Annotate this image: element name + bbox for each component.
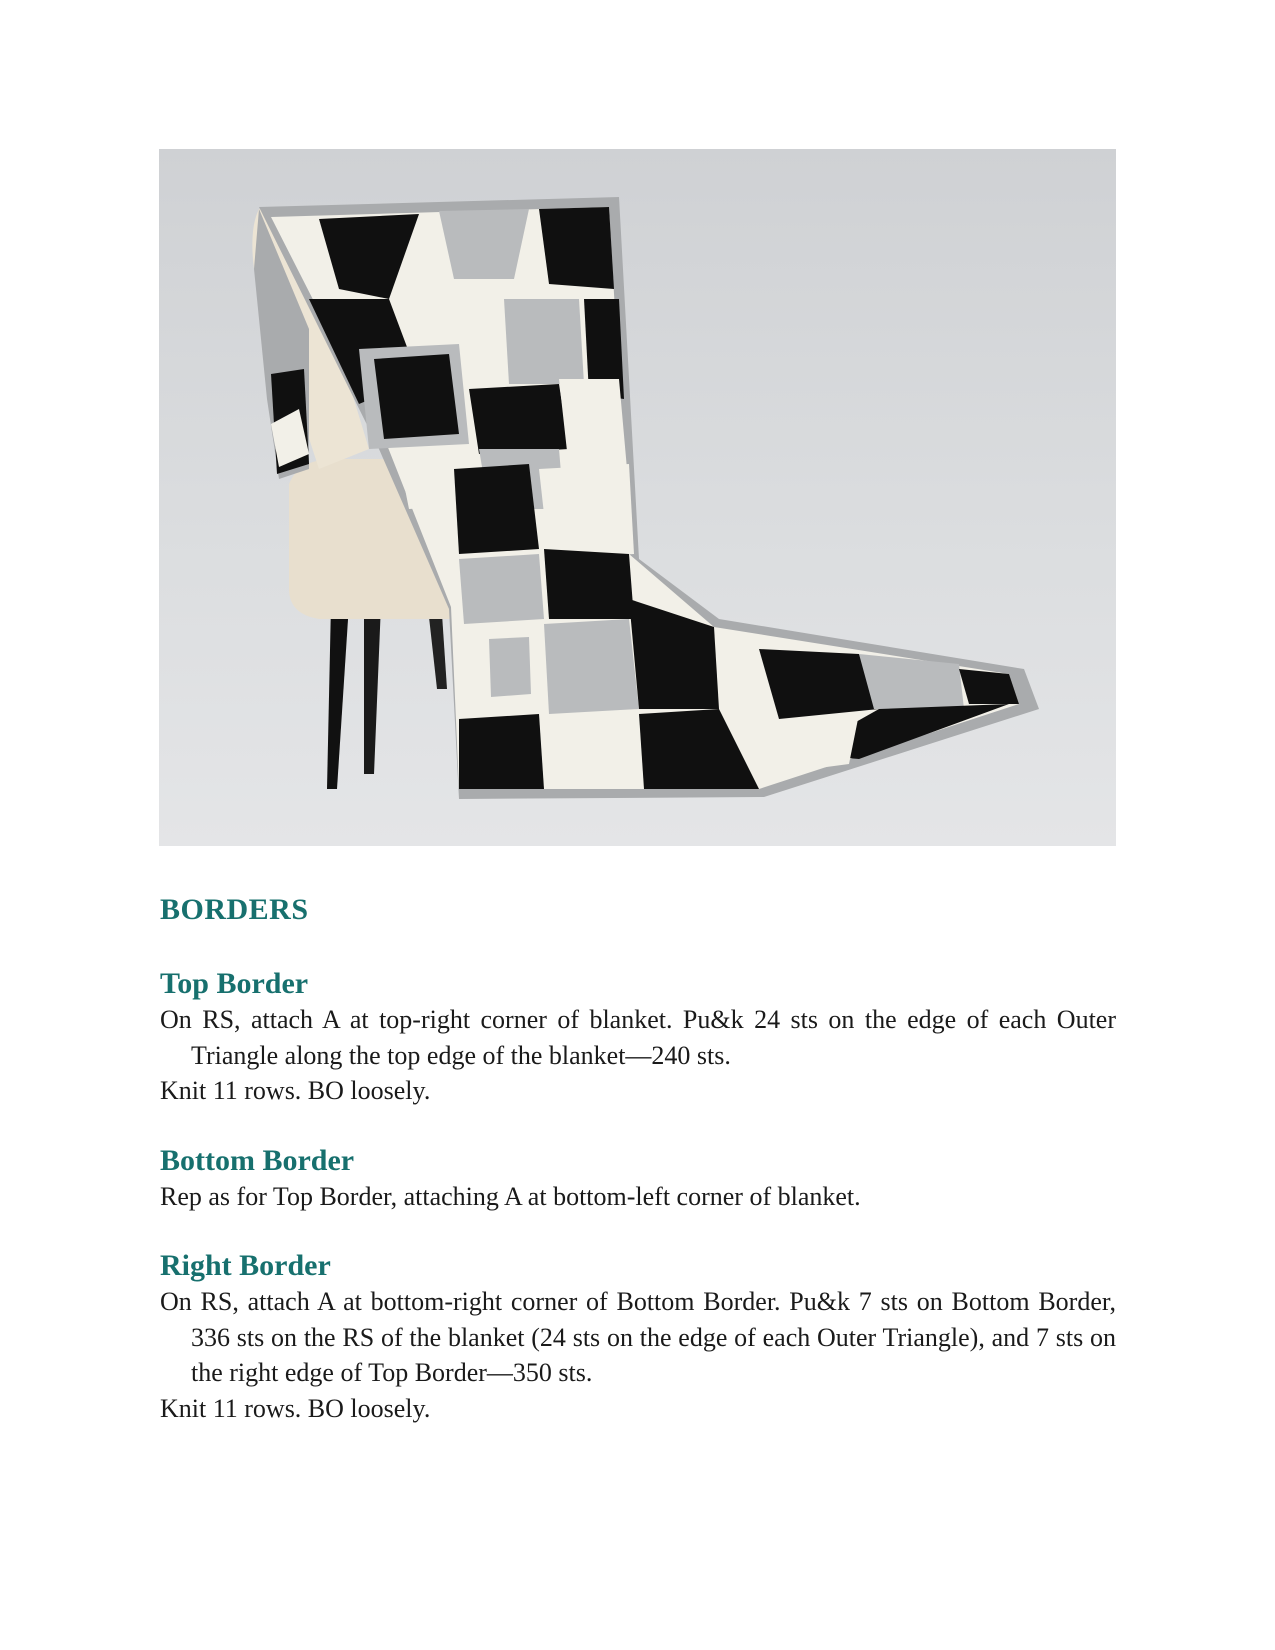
instruction-paragraph: Knit 11 rows. BO loosely.	[160, 1393, 431, 1423]
pattern-instructions	[160, 892, 1116, 1426]
top-border-section	[160, 966, 1116, 1109]
section-title: BORDERS	[160, 893, 309, 926]
instruction-paragraph: On RS, attach A at bottom-right corner of Bottom Border. Pu&k 7 sts on Bottom Border, 336 sts on the RS of the blanket (24 sts on the edge of each Outer Triangle), and 7 sts on the right edge of Top Border—350 sts.	[160, 1287, 1116, 1387]
instruction-paragraph: Rep as for Top Border, attaching A at bottom-left corner of blanket.	[160, 1181, 861, 1211]
right-border-section	[160, 1248, 1116, 1426]
instruction-paragraph: Knit 11 rows. BO loosely.	[160, 1076, 431, 1105]
subsection-heading: Bottom Border	[160, 1143, 355, 1177]
subsection-heading: Right Border	[160, 1249, 331, 1282]
blanket-photo	[159, 149, 1116, 846]
bottom-border-section	[160, 1143, 1116, 1215]
subsection-heading: Top Border	[160, 967, 309, 1000]
instruction-paragraph: On RS, attach A at top-right corner of blanket. Pu&k 24 sts on the edge of each Outer Triangle along the top edge of the blanket—240 sts.	[160, 1005, 1116, 1070]
blanket-photo-illustration	[159, 149, 1116, 846]
